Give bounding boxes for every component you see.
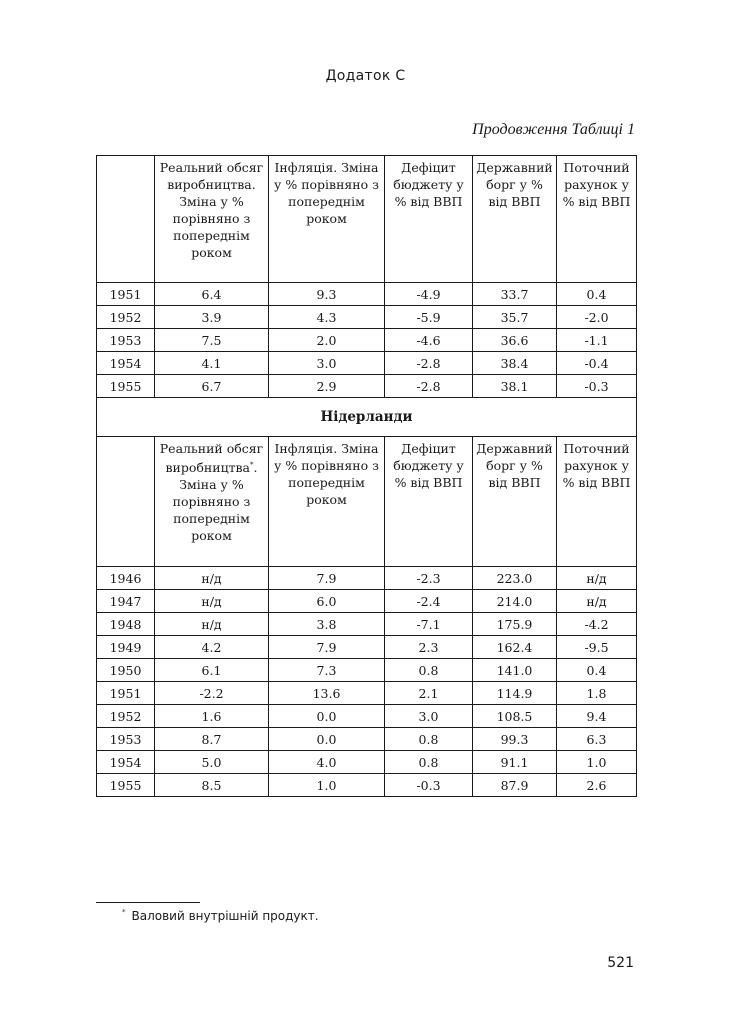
year-cell: 1954 [97,751,155,774]
value-cell: 114.9 [473,682,557,705]
table-row [97,751,637,774]
value-cell: -7.1 [385,613,473,636]
value-cell: 91.1 [473,751,557,774]
year-cell: 1954 [97,352,155,375]
year-cell: 1947 [97,590,155,613]
table-continuation-caption: Продовження Таблиці 1 [472,121,635,138]
section-row [97,398,637,437]
footnote-text: Валовий внутрішній продукт. [131,909,319,923]
value-cell: 0.4 [557,283,637,306]
value-cell: 4.2 [155,636,269,659]
year-cell: 1955 [97,375,155,398]
value-cell: 6.4 [155,283,269,306]
value-cell: 2.0 [269,329,385,352]
value-cell: 2.6 [557,774,637,797]
value-cell: н/д [557,590,637,613]
value-cell: -5.9 [385,306,473,329]
value-cell: 7.5 [155,329,269,352]
table-row [97,728,637,751]
value-cell: 141.0 [473,659,557,682]
page-number: 521 [607,955,634,971]
value-cell: н/д [155,613,269,636]
table-header-row [97,156,637,283]
value-cell: 223.0 [473,567,557,590]
value-cell: 38.4 [473,352,557,375]
value-cell: 1.6 [155,705,269,728]
value-cell: 2.3 [385,636,473,659]
column-header [155,437,269,567]
value-cell: 7.9 [269,567,385,590]
value-cell: 4.3 [269,306,385,329]
value-cell: 175.9 [473,613,557,636]
year-cell: 1950 [97,659,155,682]
table-row [97,705,637,728]
table-row [97,682,637,705]
value-cell: 7.3 [269,659,385,682]
column-header: Дефіцит бюджету у % від ВВП [385,156,473,283]
column-header: Дефіцит бюджету у % від ВВП [385,437,473,567]
value-cell: 8.5 [155,774,269,797]
value-cell: 1.0 [557,751,637,774]
table-header-row [97,437,637,567]
value-cell: 3.0 [385,705,473,728]
column-header: Поточний рахунок у % від ВВП [557,156,637,283]
column-header: Державний борг у % від ВВП [473,437,557,567]
value-cell: -0.4 [557,352,637,375]
value-cell: 2.9 [269,375,385,398]
table-row [97,590,637,613]
value-cell: -4.6 [385,329,473,352]
value-cell: 2.1 [385,682,473,705]
value-cell: 3.8 [269,613,385,636]
table-row [97,352,637,375]
column-header-text: . Зміна у % порівняно з попереднім роком [172,460,258,543]
value-cell: 3.0 [269,352,385,375]
year-cell: 1949 [97,636,155,659]
value-cell: -2.0 [557,306,637,329]
value-cell: 0.8 [385,751,473,774]
table-row [97,659,637,682]
column-header: Інфляція. Зміна у % порівняно з попереднім роком [269,437,385,567]
year-cell: 1955 [97,774,155,797]
value-cell: 99.3 [473,728,557,751]
value-cell: н/д [557,567,637,590]
column-header: Державний борг у % від ВВП [473,156,557,283]
value-cell: 214.0 [473,590,557,613]
value-cell: 0.4 [557,659,637,682]
value-cell: 6.1 [155,659,269,682]
year-cell: 1951 [97,283,155,306]
table-row [97,567,637,590]
value-cell: 38.1 [473,375,557,398]
table-row [97,774,637,797]
value-cell: 33.7 [473,283,557,306]
value-cell: 162.4 [473,636,557,659]
value-cell: 0.0 [269,705,385,728]
value-cell: -2.2 [155,682,269,705]
value-cell: 7.9 [269,636,385,659]
value-cell: 6.7 [155,375,269,398]
column-header: Реальний обсяг виробництва. Зміна у % порівняно з попереднім роком [155,156,269,283]
value-cell: -9.5 [557,636,637,659]
year-header-cell [97,156,155,283]
year-cell: 1951 [97,682,155,705]
table-row [97,375,637,398]
value-cell: -1.1 [557,329,637,352]
value-cell: 9.3 [269,283,385,306]
economic-data-table [96,155,637,797]
footnote [122,908,319,923]
value-cell: -4.9 [385,283,473,306]
footnote-reference: * [250,461,254,469]
table-row [97,613,637,636]
value-cell: н/д [155,567,269,590]
value-cell: н/д [155,590,269,613]
value-cell: 9.4 [557,705,637,728]
value-cell: -0.3 [385,774,473,797]
table-row [97,636,637,659]
table-row [97,329,637,352]
year-cell: 1948 [97,613,155,636]
value-cell: 6.0 [269,590,385,613]
value-cell: 4.0 [269,751,385,774]
footnote-mark: * [122,908,126,916]
value-cell: 87.9 [473,774,557,797]
value-cell: 35.7 [473,306,557,329]
value-cell: -2.3 [385,567,473,590]
year-cell: 1946 [97,567,155,590]
value-cell: 1.0 [269,774,385,797]
value-cell: 36.6 [473,329,557,352]
section-title: Нідерланди [97,398,637,437]
value-cell: 3.9 [155,306,269,329]
value-cell: 13.6 [269,682,385,705]
value-cell: 5.0 [155,751,269,774]
value-cell: 0.0 [269,728,385,751]
value-cell: 108.5 [473,705,557,728]
column-header: Поточний рахунок у % від ВВП [557,437,637,567]
year-cell: 1953 [97,728,155,751]
value-cell: -2.8 [385,352,473,375]
value-cell: 0.8 [385,659,473,682]
value-cell: -0.3 [557,375,637,398]
value-cell: 0.8 [385,728,473,751]
year-header-cell [97,437,155,567]
value-cell: 4.1 [155,352,269,375]
value-cell: 1.8 [557,682,637,705]
year-cell: 1952 [97,306,155,329]
column-header: Інфляція. Зміна у % порівняно з попереднім роком [269,156,385,283]
page-header: Додаток С [325,68,406,84]
value-cell: 8.7 [155,728,269,751]
value-cell: -2.4 [385,590,473,613]
value-cell: -4.2 [557,613,637,636]
value-cell: -2.8 [385,375,473,398]
year-cell: 1952 [97,705,155,728]
table-row [97,283,637,306]
column-header-text: Реальний обсяг виробництва [159,441,264,475]
table-row [97,306,637,329]
footnote-divider [96,902,200,903]
value-cell: 6.3 [557,728,637,751]
year-cell: 1953 [97,329,155,352]
